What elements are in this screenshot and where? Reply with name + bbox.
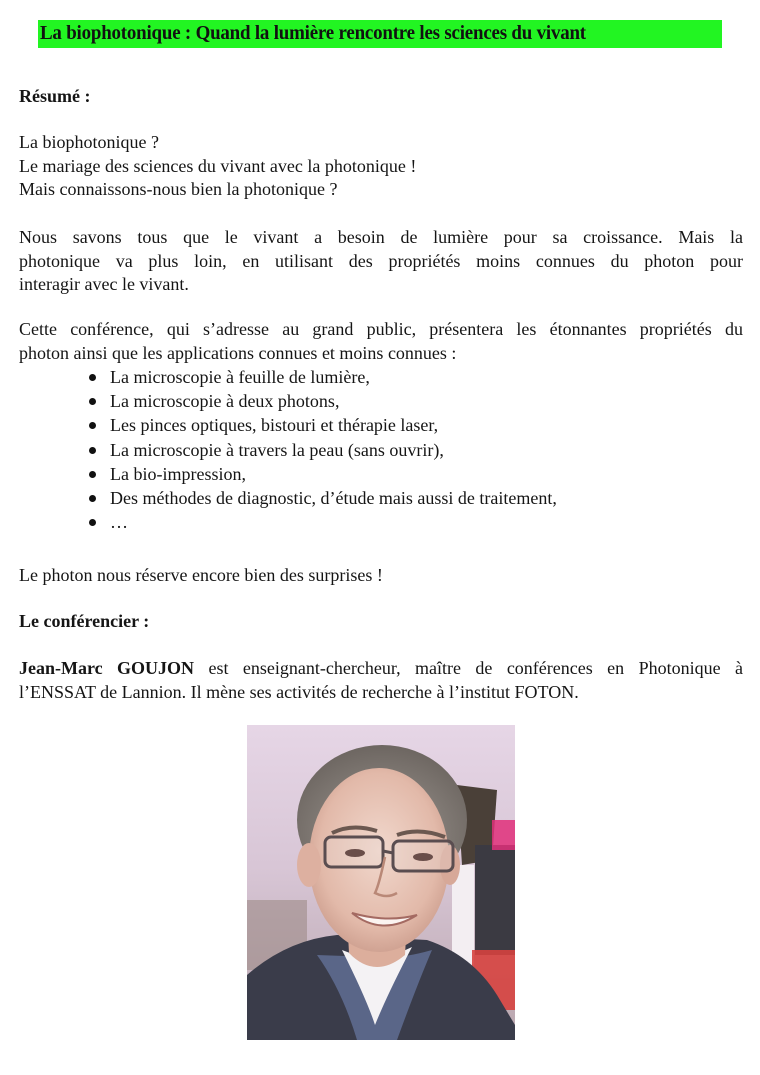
paragraph-2	[19, 318, 743, 365]
paragraph-1	[19, 226, 743, 297]
list-item	[88, 510, 557, 534]
intro-block	[19, 131, 743, 202]
list-item	[88, 389, 557, 413]
list-item-text: La bio-impression,	[110, 463, 246, 484]
closing-sentence: Le photon nous réserve encore bien des surprises !	[19, 565, 383, 585]
bullet-icon	[89, 447, 96, 454]
paragraph-line: photonique va plus loin, en utilisant des propriétés moins connues du photon pour	[19, 250, 743, 271]
speaker-bio	[19, 657, 743, 704]
paragraph-line: photon ainsi que les applications connues et moins connues :	[19, 342, 457, 363]
document-title: La biophotonique : Quand la lumière rencontre les sciences du vivant	[40, 23, 586, 44]
paragraph-line: Cette conférence, qui s’adresse au grand public, présentera les étonnantes propriétés du	[19, 319, 743, 339]
bio-text: est enseignant-chercheur, maître de conférences en Photonique à	[194, 658, 743, 678]
bullet-icon	[89, 398, 96, 405]
bullet-icon	[89, 519, 96, 526]
intro-line: La biophotonique ?	[19, 132, 159, 152]
speaker-heading: Le conférencier :	[19, 611, 150, 631]
list-item-text: Les pinces optiques, bistouri et thérapie laser,	[110, 415, 439, 436]
list-item-text: La microscopie à travers la peau (sans ouvrir),	[110, 439, 444, 460]
intro-line: Mais connaissons-nous bien la photonique ?	[19, 179, 338, 199]
intro-line: Le mariage des sciences du vivant avec la photonique !	[19, 155, 417, 176]
paragraph-line: interagir avec le vivant.	[19, 274, 189, 294]
list-item-text: La microscopie à feuille de lumière,	[110, 367, 370, 387]
bullet-icon	[89, 422, 96, 429]
list-item	[88, 365, 557, 389]
list-item-text: La microscopie à deux photons,	[110, 391, 340, 412]
speaker-photo	[247, 725, 515, 1040]
list-item	[88, 438, 557, 462]
paragraph-line: Nous savons tous que le vivant a besoin de lumière pour sa croissance. Mais la	[19, 227, 743, 247]
applications-list	[88, 365, 557, 534]
list-item	[88, 486, 557, 510]
list-item	[88, 413, 557, 437]
bio-line: l’ENSSAT de Lannion. Il mène ses activités de recherche à l’institut FOTON.	[19, 681, 579, 702]
list-item-text: Des méthodes de diagnostic, d’étude mais aussi de traitement,	[110, 488, 557, 509]
list-item	[88, 462, 557, 486]
bullet-icon	[89, 495, 96, 502]
speaker-portrait-icon	[247, 725, 515, 1040]
bullet-icon	[89, 471, 96, 478]
speaker-name: Jean-Marc GOUJON	[19, 658, 195, 678]
bio-line	[19, 657, 743, 681]
resume-heading: Résumé :	[19, 86, 91, 106]
bullet-icon	[89, 374, 96, 381]
list-item-text: …	[110, 512, 128, 533]
